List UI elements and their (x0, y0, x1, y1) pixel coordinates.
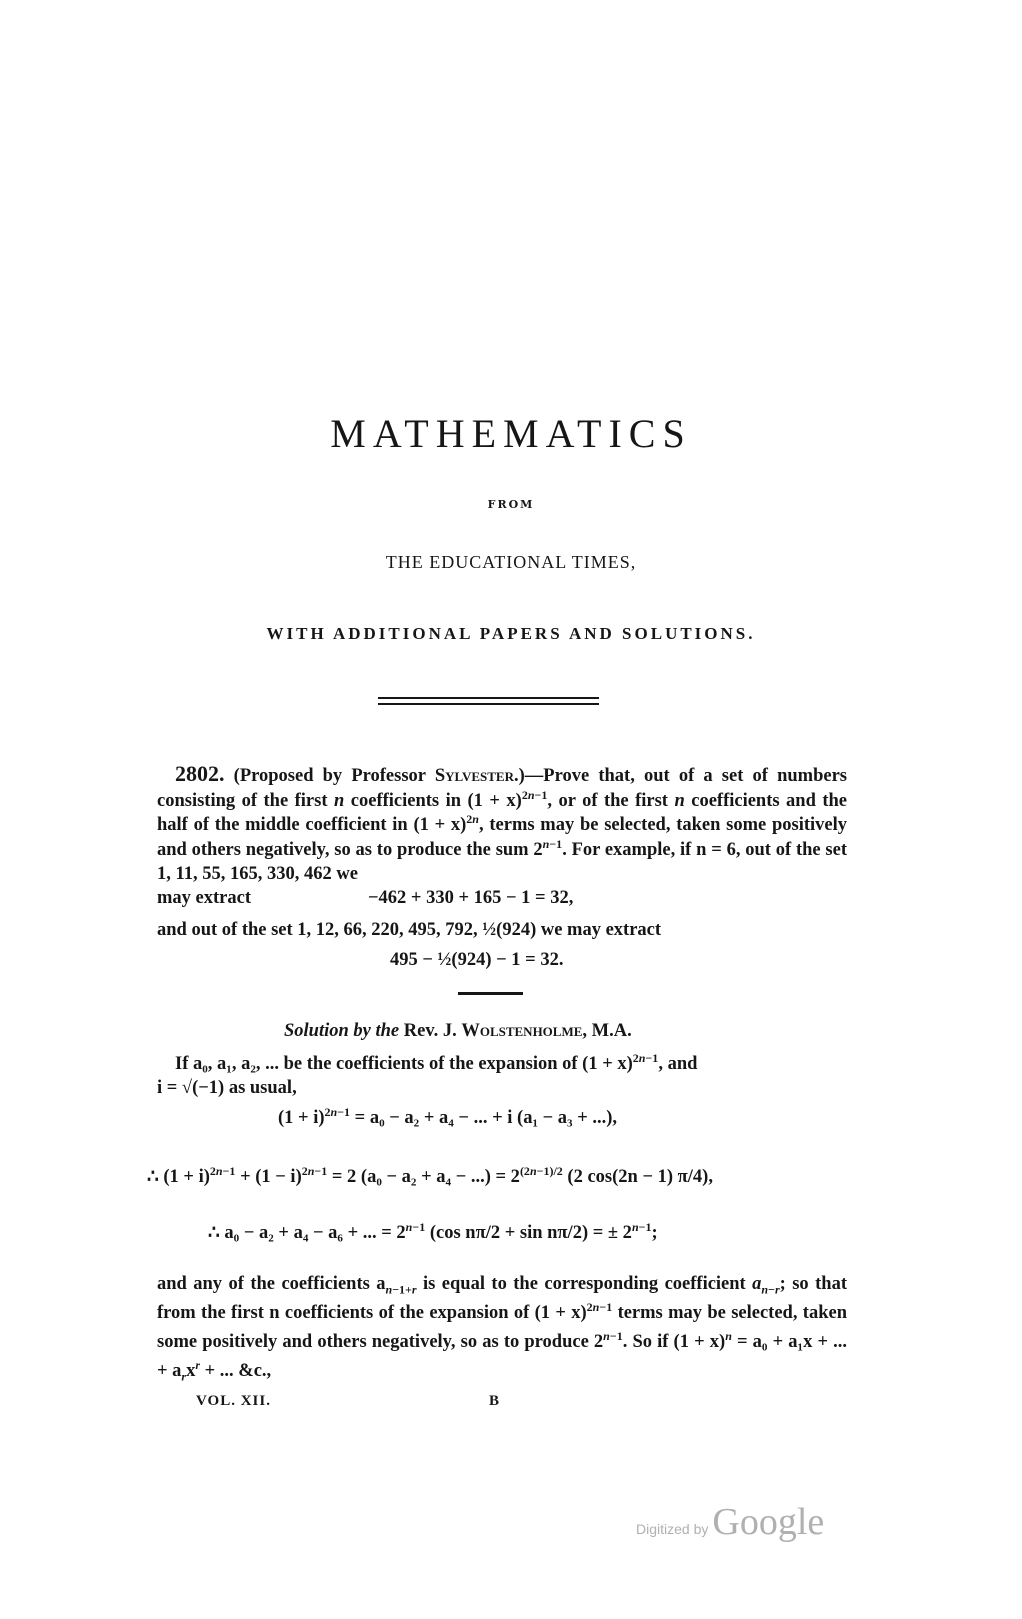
solution-degree: , M.A. (582, 1021, 632, 1041)
solution-p5c: = a₀ + a₁x + ... + a (157, 1332, 848, 1381)
solution-p2b: is equal to the corresponding coefficient (416, 1274, 746, 1294)
may-extract-label: may extract (157, 888, 251, 908)
short-rule (458, 992, 523, 995)
problem-number: 2802. (175, 761, 225, 786)
equation-2-lhs: ∴ (1 + i) (147, 1167, 210, 1187)
equation-3-lhs: ∴ a₀ − a₂ + a₄ − a₆ + ... = 2 (208, 1223, 406, 1243)
equation-2-mid: + (1 − i) (235, 1167, 302, 1187)
solution-heading-rest: Rev. J. (399, 1021, 462, 1041)
solution-p3: ; so that from the first n coefficients of the expansion of (1 + x) (157, 1274, 847, 1323)
solution-paragraph-2: and any of the coefficients $a_{n-1+r}$ is equal to the corresponding coefficient $a_{n-r}$; so that from the first n coefficients of the expansion of $(1 + x)^{2n-1}$ terms may be selected, taken some positively and others negatively, so as to produce $2^{n-1}$. So if $(1 + x)^n = a_0 + a_1x$ + ... + $a_rx^r$ + ... &c., (157, 1274, 848, 1384)
solution-p4: terms may be selected, taken some positively and others negatively, so as to (157, 1303, 848, 1352)
solution-line-2: i = √(−1) as usual, (157, 1078, 297, 1098)
watermark-prefix: Digitized by (636, 1521, 709, 1537)
solution-heading (284, 1021, 632, 1042)
journal-title: THE EDUCATIONAL TIMES, (385, 552, 637, 572)
solution-line-1: If a₀, a₁, a₂, ... be the coefficients of the expansion of $(1 + x)^{2n-1}$, and (175, 1050, 698, 1074)
problem-paragraph: 2802. (Proposed by Professor Sylvester.)—Prove that, out of a set of numbers consisting of the first n coefficients in $(1 + x)^{2n-1}$, or of the first n coefficients and the half of the middle coefficient in $(1 + x)^{2n}$, terms may be selected, taken some positively and others negatively, so as to produce the sum $2^{n-1}$. For example, if n = 6, out of the set 1, 11, 55, 165, 330, 462 we (157, 761, 848, 884)
signature-mark: B (489, 1393, 501, 1409)
solution-p1a: If a₀, a₁, a₂, ... be the coefficients of the expansion of (1 + x) (175, 1054, 633, 1074)
equation-2-cos: (2 cos(2n − 1) π/4), (567, 1167, 713, 1187)
problem-intro: )—Prove that, out of a set of numbers consisting of the first (157, 766, 847, 811)
problem-line4b: . For example, if n = 6, out of the set 1, 11, 55, 165, 330, 462 we (157, 839, 847, 884)
equation-1: $(1 + i)^{2n-1} = a_0 - a_2 + a_4$ − ... + i (a₁ − a₃ + ...), (278, 1104, 618, 1128)
solution-heading-italic: Solution by the (284, 1021, 400, 1041)
problem-line2b: , or of the first (547, 790, 668, 811)
solution-p5b: . So if (1 + x) (622, 1332, 726, 1352)
solution-p1b: , and (658, 1054, 698, 1074)
journal-subtitle: WITH ADDITIONAL PAPERS AND SOLUTIONS. (266, 624, 756, 643)
second-set-text: and out of the set 1, 12, 66, 220, 495, 792, ½(924) we may extract (157, 920, 662, 940)
equation-2-rhs: = 2 (a₀ − a₂ + a₄ − ...) = 2 (327, 1167, 520, 1187)
example-equation-1: −462 + 330 + 165 − 1 = 32, (368, 888, 574, 908)
double-rule-top (378, 697, 599, 699)
example-equation-2: 495 − ½(924) − 1 = 32. (390, 950, 564, 970)
solution-p5a: produce 2 (524, 1332, 604, 1352)
page-title: MATHEMATICS (330, 411, 692, 456)
google-logo: Google (712, 1501, 825, 1543)
equation-2: ∴ $(1 + i)^{2n-1} + (1 - i)^{2n-1} = 2$ (a₀ − a₂ + a₄ − ...) = $2^{(2n-1)/2}$ (2 cos(2n − 1) π/4), (147, 1163, 713, 1187)
problem-line3b: , terms may be selected, taken some positively and others negatively, so as to produce the sum 2 (157, 815, 847, 860)
solution-p5e: + ... &c., (200, 1361, 272, 1381)
double-rule-bottom (378, 703, 599, 705)
solution-p5d: x (186, 1361, 196, 1381)
proposer-name: Sylvester. (434, 766, 519, 786)
equation-1-lhs: (1 + i) (278, 1108, 325, 1128)
volume-label: VOL. XII. (196, 1393, 271, 1409)
digitized-watermark (636, 1500, 824, 1544)
equation-3-rhs: (cos nπ/2 + sin nπ/2) = ± 2 (429, 1223, 632, 1243)
problem-line2a: coefficients in (1 + x) (350, 790, 522, 811)
from-label: FROM (487, 498, 535, 511)
equation-1-rhs: = a₀ − a₂ + a₄ − ... + i (a₁ − a₃ + ...), (350, 1108, 618, 1128)
proposer-prefix: (Proposed by Professor (233, 766, 435, 786)
problem-line3a: coefficients and the half of the middle coefficient in (1 + x) (157, 790, 848, 835)
solution-author: Wolstenholme (461, 1021, 583, 1041)
solution-p2: and any of the coefficients a (157, 1274, 386, 1294)
equation-3: ∴ a₀ − a₂ + a₄ − a₆ + ... = $2^{n-1}$ (cos nπ/2 + sin nπ/2) = ± $2^{n-1}$; (208, 1219, 658, 1243)
